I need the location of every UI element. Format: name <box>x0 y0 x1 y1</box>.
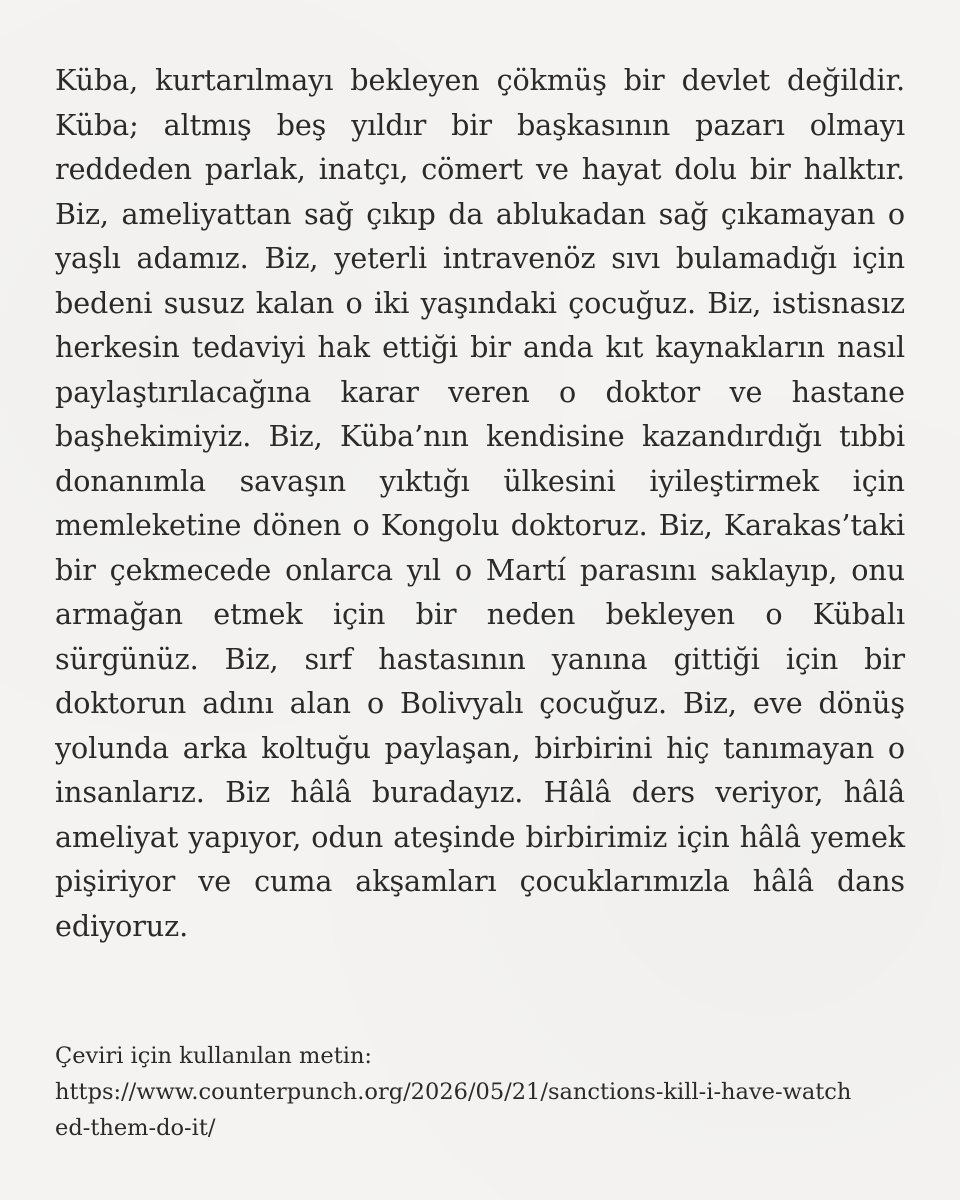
source-label: Çeviri için kullanılan metin: <box>55 1043 373 1069</box>
article-paragraph: Küba, kurtarılmayı bekleyen çökmüş bir devlet değildir. Küba; altmış beş yıldır bir başkasının pazarı olmayı reddeden parlak, inatçı, cömert ve hayat dolu bir halktır. Biz, ameliyattan sağ çıkıp da ablukadan sağ çıkamayan o yaşlı adamız. Biz, yeterli intravenöz sıvı bulamadığı için bedeni susuz kalan o iki yaşındaki çocuğuz. Biz, istisnasız herkesin tedaviyi hak ettiği bir anda kıt kaynakların nasıl paylaştırılacağına karar veren o doktor ve hastane başhekimiyiz. Biz, Küba’nın kendisine kazandırdığı tıbbi donanımla savaşın yıktığı ülkesini iyileştirmek için memleketine dönen o Kongolu doktoruz. Biz, Karakas’taki bir çekmecede onlarca yıl o Martí parasını saklayıp, onu armağan etmek için bir neden bekleyen o Kübalı sürgünüz. Biz, sırf hastasının yanına gittiği için bir doktorun adını alan o Bolivyalı çocuğuz. Biz, eve dönüş yolunda arka koltuğu paylaşan, birbirini hiç tanımayan o insanlarız. Biz hâlâ buradayız. Hâlâ ders veriyor, hâlâ ameliyat yapıyor, odun ateşinde birbirimiz için hâlâ yemek pişiriyor ve cuma akşamları çocuklarımızla hâlâ dans ediyoruz. <box>55 63 905 943</box>
source-url: https://www.counterpunch.org/2026/05/21/sanctions-kill-i-have-watched-them-do-it/ <box>55 1079 852 1141</box>
source-citation <box>55 1038 905 1146</box>
